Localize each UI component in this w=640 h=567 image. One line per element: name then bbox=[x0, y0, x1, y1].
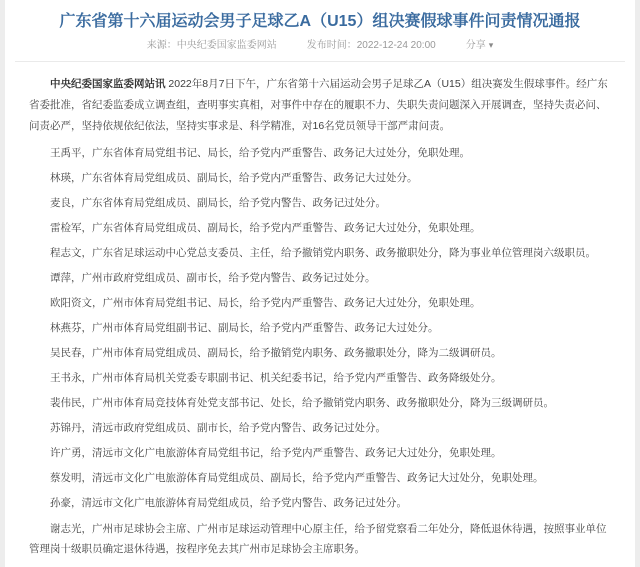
article-body bbox=[29, 74, 611, 559]
publish-time-value: 2022-12-24 20:00 bbox=[356, 39, 436, 51]
accountability-item: 林瑛，广东省体育局党组成员、副局长，给予党内严重警告、政务记大过处分。 bbox=[50, 172, 418, 184]
share-label: 分享 bbox=[465, 40, 486, 51]
accountability-item: 欧阳资文，广州市体育局党组书记、局长，给予党内严重警告、政务记大过处分，免职处理。 bbox=[50, 297, 481, 309]
header-divider bbox=[15, 61, 625, 62]
accountability-item: 吴民春，广州市体育局党组成员、副局长，给予撤销党内职务、政务撤职处分，降为二级调研员。 bbox=[50, 347, 502, 359]
accountability-item: 裴伟民，广州市体育局竞技体育处党支部书记、处长，给予撤销党内职务、政务撤职处分，降为三级调研员。 bbox=[50, 397, 554, 409]
page-title: 广东省第十六届运动会男子足球乙A（U15）组决赛假球事件问责情况通报 bbox=[59, 13, 581, 30]
intro-lead: 中央纪委国家监委网站讯 bbox=[50, 78, 166, 90]
accountability-item: 孙豪，清远市文化广电旅游体育局党组成员，给予党内警告、政务记过处分。 bbox=[50, 497, 407, 509]
accountability-item: 苏锦丹，清远市政府党组成员、副市长，给予党内警告、政务记过处分。 bbox=[50, 422, 386, 434]
publish-time bbox=[307, 39, 436, 53]
source bbox=[147, 39, 277, 53]
source-label: 来源： bbox=[146, 39, 177, 51]
accountability-item: 谢志光，广州市足球协会主席、广州市足球运动管理中心原主任，给予留党察看二年处分，降低退休待遇，按照事业单位管理岗十级职员确定退休待遇，按程序免去其广州市足球协会主席职务。 bbox=[29, 523, 607, 555]
accountability-item: 许广勇，清远市文化广电旅游体育局党组书记，给予党内严重警告、政务记大过处分，免职处理。 bbox=[50, 447, 502, 459]
accountability-item: 林燕芬，广州市体育局党组副书记、副局长，给予党内严重警告、政务记大过处分。 bbox=[50, 322, 439, 334]
accountability-item: 谭萍，广州市政府党组成员、副市长，给予党内警告、政务记过处分。 bbox=[50, 272, 376, 284]
accountability-item: 王禹平，广东省体育局党组书记、局长，给予党内严重警告、政务记大过处分，免职处理。 bbox=[50, 147, 470, 159]
publish-time-label: 发布时间： bbox=[306, 39, 357, 51]
accountability-item: 王书永，广州市体育局机关党委专职副书记、机关纪委书记，给予党内严重警告、政务降级处分。 bbox=[50, 372, 502, 384]
caret-down-icon: ▾ bbox=[488, 40, 494, 50]
article-page bbox=[5, 0, 635, 567]
accountability-item: 麦良，广东省体育局党组成员、副局长，给予党内警告、政务记过处分。 bbox=[50, 197, 386, 209]
intro-text: 2022年8月7日下午，广东省第十六届运动会男子足球乙A（U15）组决赛发生假球事件。经广东省委批准，省纪委监委成立调查组，查明事实真相，对事件中存在的履职不力、失职失责问题深入开展调查，坚持失责必问、问责必严，坚持依规依纪依法，坚持实事求是、科学精准，对16名党员领导干部严肃问责。 bbox=[29, 78, 608, 132]
source-value: 中央纪委国家监委网站 bbox=[176, 39, 277, 51]
share-button[interactable] bbox=[466, 38, 494, 53]
accountability-item: 程志文，广东省足球运动中心党总支委员、主任，给予撤销党内职务、政务撤职处分，降为事业单位管理岗六级职员。 bbox=[50, 247, 596, 259]
accountability-item: 雷检军，广东省体育局党组成员、副局长，给予党内严重警告、政务记大过处分，免职处理。 bbox=[50, 222, 481, 234]
accountability-item: 蔡发明，清远市文化广电旅游体育局党组成员、副局长，给予党内严重警告、政务记大过处分，免职处理。 bbox=[50, 472, 544, 484]
article-meta bbox=[29, 38, 611, 61]
intro-paragraph bbox=[29, 74, 611, 137]
